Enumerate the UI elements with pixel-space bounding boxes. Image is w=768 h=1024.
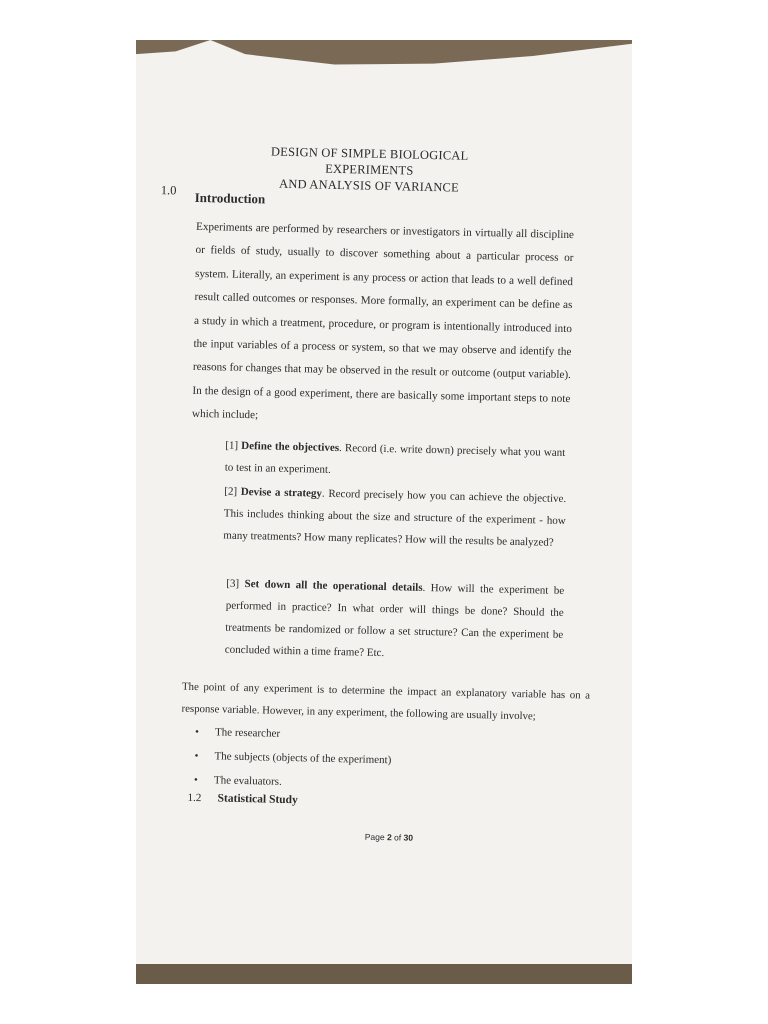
intro-paragraph: Experiments are performed by researchers or investigators in virtually all discipline or fields of study, usually to discover something about a particular process or system. Literally, an experiment is any process or action that leads to a well defined result called outcomes or responses. More formally, an experiment can be define as a study in which a treatment, procedure, or program is intentionally introduced into the input variables of a process or system, so that we may observe and identify the reasons for changes that may be observed in the result or outcome (output variable). In the design of a good experiment, there are basically some important steps to note which include; <box>191 220 575 422</box>
step-marker: [3] <box>226 577 240 590</box>
title-line-1: DESIGN OF SIMPLE BIOLOGICAL EXPERIMENTS <box>270 144 469 178</box>
page-content <box>136 40 632 984</box>
step-heading: Set down all the operational details <box>244 578 423 594</box>
step-text: . Record (i.e. write down) precisely what you want to test in an experiment. <box>224 442 566 476</box>
list-item-text: The subjects (objects of the experiment) <box>214 750 392 767</box>
step-item <box>223 481 566 554</box>
step-marker: [1] <box>225 439 239 452</box>
page-current: 2 <box>386 832 392 843</box>
step-item <box>225 435 566 486</box>
page-prefix: Page <box>364 831 388 843</box>
section-number: 1.0 <box>160 183 177 198</box>
list-item: • The evaluators. <box>193 773 282 788</box>
list-item: • The researcher <box>194 725 281 740</box>
list-item-text: The researcher <box>214 726 281 740</box>
section-title: Introduction <box>194 189 266 207</box>
list-item-text: The evaluators. <box>213 774 282 788</box>
step-text: . Record precisely how you can achieve the objective. This includes thinking about the size and structure of the experiment - how many treatments? How many replicates? How will the results be analyzed? <box>223 487 567 549</box>
section-title: Statistical Study <box>217 792 298 807</box>
page-number <box>365 832 413 843</box>
section-number: 1.2 <box>187 791 202 805</box>
list-item: • The subjects (objects of the experiment) <box>194 749 392 767</box>
step-heading: Define the objectives <box>241 439 340 455</box>
page-of: of <box>391 832 404 843</box>
page-total: 30 <box>403 832 414 843</box>
step-marker: [2] <box>224 485 238 498</box>
step-heading: Devise a strategy <box>240 485 323 500</box>
bullet-list <box>194 720 392 796</box>
step-item <box>225 573 565 668</box>
step-text: . How will the experiment be performed in practice? In what order will things be done? Should the treatments be randomized or follow a set structure? Can the experiment be concluded within a time frame? Etc. <box>224 581 565 660</box>
document-photo <box>136 40 632 984</box>
title-line-2: AND ANALYSIS OF VARIANCE <box>278 176 460 195</box>
point-paragraph: The point of any experiment is to determine the impact an explanatory variable has on a response variable. However, in any experiment, the following are usually involve; <box>181 680 591 723</box>
document-title <box>229 143 510 197</box>
